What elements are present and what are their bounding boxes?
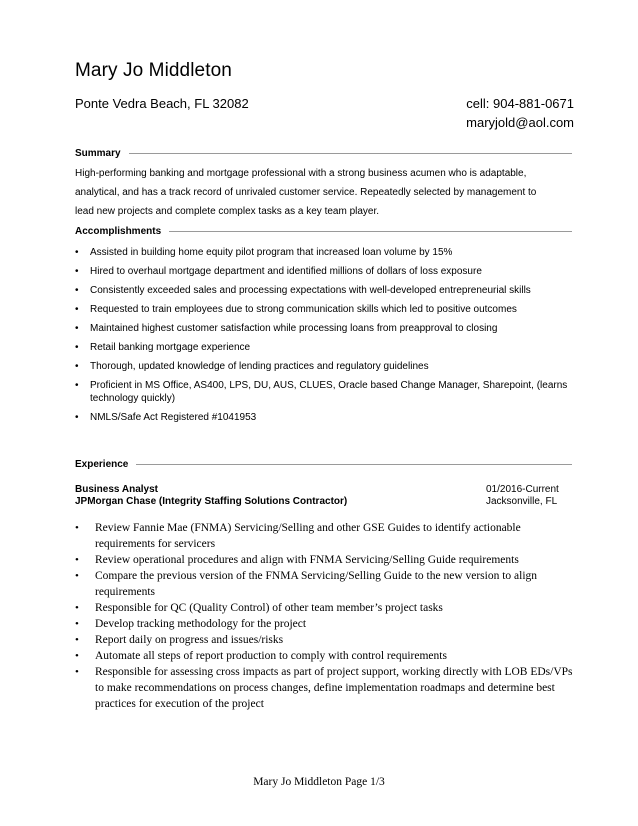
list-item: • Compare the previous version of the FNMA Servicing/Selling Guide to the new version to align requirements — [75, 570, 538, 598]
summary-text — [75, 164, 570, 221]
summary-heading — [75, 148, 572, 159]
list-item: • Thorough, updated knowledge of lending practices and regulatory guidelines — [75, 361, 429, 372]
bullet-icon: • — [75, 361, 79, 372]
summary-line: analytical, and has a track record of unrivaled customer service. Repeatedly selected by management to — [75, 187, 537, 198]
list-item: • Hired to overhaul mortgage department and identified millions of dollars of loss exposure — [75, 266, 482, 277]
list-item: • Responsible for assessing cross impacts as part of project support, working directly with LOB EDs/VPs to make recommendations on process changes, define implementation roadmaps and determine best practices for execution of the project — [75, 666, 573, 710]
bullet-icon: • — [75, 285, 79, 296]
bullet-icon: • — [75, 554, 79, 566]
accomplishments-list — [75, 246, 575, 430]
experience-heading-label: Experience — [75, 459, 129, 470]
summary-line: High-performing banking and mortgage professional with a strong business acumen who is adaptable, — [75, 168, 527, 179]
candidate-name: Mary Jo Middleton — [75, 60, 232, 81]
bullet-icon: • — [75, 666, 79, 678]
list-item: • Review Fannie Mae (FNMA) Servicing/Selling and other GSE Guides to identify actionable requirements for servicers — [75, 522, 521, 550]
bullet-icon: • — [75, 570, 79, 582]
list-item: • Automate all steps of report production to comply with control requirements — [75, 650, 447, 662]
cell-phone: cell: 904-881-0671 — [466, 96, 574, 111]
job-dates: 01/2016-Current — [486, 484, 559, 495]
accomplishments-heading — [75, 226, 572, 237]
email: maryjold@aol.com — [466, 115, 574, 130]
address: Ponte Vedra Beach, FL 32082 — [75, 96, 249, 111]
list-item: • Retail banking mortgage experience — [75, 342, 251, 353]
bullet-icon: • — [75, 618, 79, 630]
summary-divider — [129, 153, 572, 154]
accomplishments-heading-label: Accomplishments — [75, 226, 162, 237]
bullet-icon: • — [75, 412, 79, 423]
bullet-icon: • — [75, 342, 79, 353]
job-location: Jacksonville, FL — [486, 496, 558, 507]
bullet-icon: • — [75, 650, 79, 662]
bullet-icon: • — [75, 602, 79, 614]
accomplishments-divider — [169, 231, 572, 232]
list-item: • Maintained highest customer satisfaction while processing loans from preapproval to closing — [75, 323, 498, 334]
list-item: • Develop tracking methodology for the project — [75, 618, 307, 630]
summary-line: lead new projects and complete complex tasks as a key team player. — [75, 206, 380, 217]
summary-heading-label: Summary — [75, 148, 121, 159]
list-item: • NMLS/Safe Act Registered #1041953 — [75, 412, 257, 423]
bullet-icon: • — [75, 304, 79, 315]
list-item: • Requested to train employees due to strong communication skills which led to positive outcomes — [75, 304, 517, 315]
bullet-icon: • — [75, 247, 79, 258]
bullet-icon: • — [75, 522, 79, 534]
experience-divider — [136, 464, 572, 465]
page-footer: Mary Jo Middleton Page 1/3 — [253, 776, 385, 788]
experience-heading — [75, 459, 572, 470]
list-item: • Proficient in MS Office, AS400, LPS, DU, AUS, CLUES, Oracle based Change Manager, Sharepoint, (learns technology quickly) — [75, 380, 568, 404]
bullet-icon: • — [75, 266, 79, 277]
job-employer: JPMorgan Chase (Integrity Staffing Solutions Contractor) — [75, 496, 348, 507]
experience-list — [75, 520, 575, 712]
bullet-icon: • — [75, 634, 79, 646]
list-item: • Report daily on progress and issues/risks — [75, 634, 284, 646]
list-item: • Consistently exceeded sales and processing expectations with well-developed entrepreneurial skills — [75, 285, 531, 296]
list-item: • Review operational procedures and align with FNMA Servicing/Selling Guide requirements — [75, 554, 519, 566]
job-title: Business Analyst — [75, 484, 158, 495]
list-item: • Assisted in building home equity pilot program that increased loan volume by 15% — [75, 247, 453, 258]
list-item: • Responsible for QC (Quality Control) of other team member’s project tasks — [75, 602, 443, 614]
bullet-icon: • — [75, 380, 79, 391]
bullet-icon: • — [75, 323, 79, 334]
